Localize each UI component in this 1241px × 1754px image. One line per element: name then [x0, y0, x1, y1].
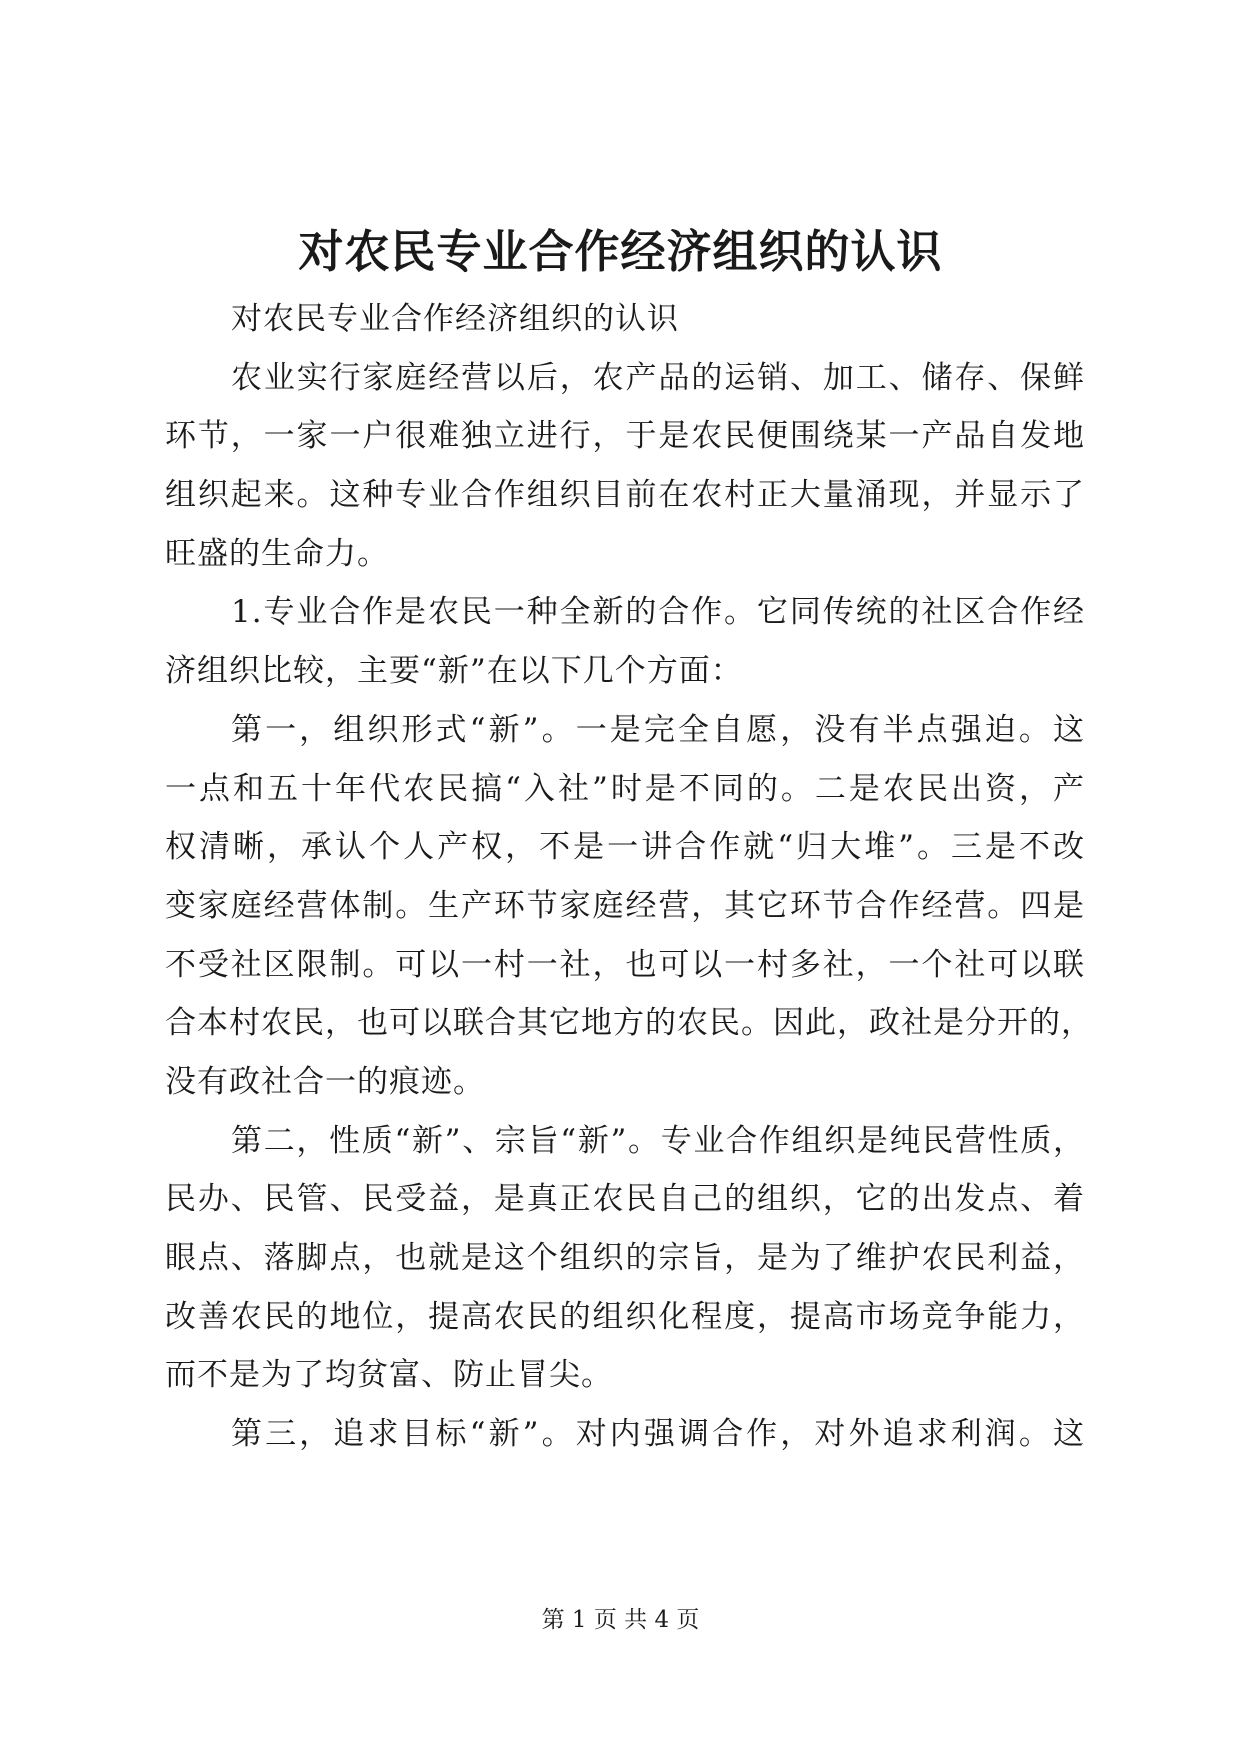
- text-line: 眼点、落脚点，也就是这个组织的宗旨，是为了维护农民利益，: [165, 1240, 1085, 1276]
- text-line: 第三，追求目标“新”。对内强调合作，对外追求利润。这: [231, 1416, 1085, 1453]
- document-body: [165, 290, 1093, 1464]
- text-line: 合本村农民，也可以联合其它地方的农民。因此，政社是分开的，: [165, 1005, 1093, 1042]
- paragraph: [165, 1112, 1085, 1405]
- text-line: 环节，一家一户很难独立进行，于是农民便围绕某一产品自发地: [165, 418, 1085, 455]
- text-line: 变家庭经营体制。生产环节家庭经营，其它环节合作经营。四是: [165, 887, 1085, 924]
- text-line: 而不是为了均贫富、防止冒尖。: [165, 1357, 613, 1394]
- text-line: 济组织比较，主要“新”在以下几个方面：: [165, 653, 743, 690]
- text-line: 一点和五十年代农民搞“入社”时是不同的。二是农民出资，产: [165, 770, 1085, 807]
- paragraph: [165, 701, 1093, 1112]
- text-line: 民办、民管、民受益，是真正农民自己的组织，它的出发点、着: [165, 1181, 1085, 1218]
- text-line: 对农民专业合作经济组织的认识: [231, 301, 679, 337]
- text-line: 组织起来。这种专业合作组织目前在农村正大量涌现，并显示了: [165, 477, 1085, 514]
- text-line: 改善农民的地位，提高农民的组织化程度，提高市场竞争能力，: [165, 1298, 1085, 1335]
- paragraph: [165, 349, 1085, 584]
- text-line: 没有政社合一的痕迹。: [165, 1063, 485, 1100]
- text-line: 1.专业合作是农民一种全新的合作。它同传统的社区合作经: [231, 594, 1085, 631]
- paragraph: [165, 583, 1085, 700]
- text-line: 农业实行家庭经营以后，农产品的运销、加工、储存、保鲜: [231, 359, 1085, 396]
- page-number-footer: 第 1 页 共 4 页: [541, 1607, 700, 1633]
- text-line: 不受社区限制。可以一村一社，也可以一村多社，一个社可以联: [165, 946, 1085, 983]
- text-line: 第二，性质“新”、宗旨“新”。专业合作组织是纯民营性质，: [231, 1122, 1085, 1159]
- paragraph: [165, 1405, 1085, 1464]
- document-title: 对农民专业合作经济组织的认识: [298, 225, 943, 278]
- text-line: 旺盛的生命力。: [165, 535, 389, 572]
- text-line: 第一，组织形式“新”。一是完全自愿，没有半点强迫。这: [231, 711, 1085, 748]
- text-line: 权清晰，承认个人产权，不是一讲合作就“归大堆”。三是不改: [165, 829, 1085, 866]
- paragraph: [165, 290, 1085, 349]
